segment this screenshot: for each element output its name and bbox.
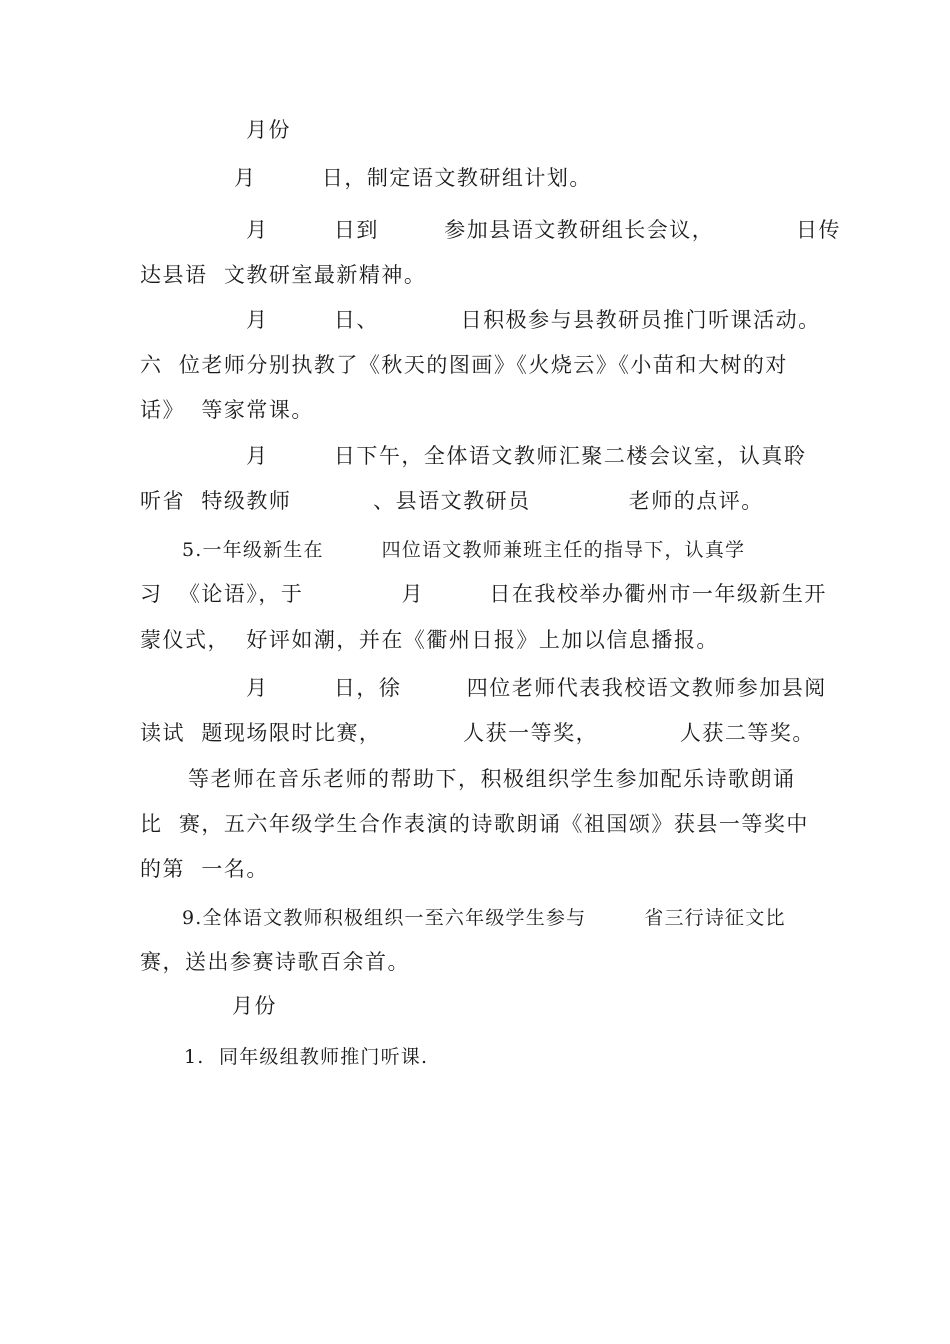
paragraph-line: 达县语 文教研室最新精神。 [140, 263, 427, 287]
paragraph-line: 月 日下午，全体语文教师汇聚二楼会议室，认真聆 [246, 444, 807, 468]
paragraph-line: 的第 一名。 [140, 857, 269, 881]
paragraph-line: 读试 题现场限时比赛， 人获一等奖， 人获二等奖。 [140, 721, 815, 745]
paragraph-line: 月 日，制定语文教研组计划。 [234, 166, 592, 190]
paragraph-line: 习 《论语》，于 月 日在我校举办衢州市一年级新生开 [140, 582, 827, 606]
month-heading: 月份 [246, 118, 291, 142]
paragraph-line: 六 位老师分别执教了《秋天的图画》《火烧云》《小苗和大树的对 [140, 353, 788, 377]
paragraph-line: 月 日，徐 四位老师代表我校语文教师参加县阅 [246, 676, 827, 700]
paragraph-line: 等老师在音乐老师的帮助下，积极组织学生参加配乐诗歌朗诵 [188, 767, 796, 791]
list-item: 1. 同年级组教师推门听课. [184, 1046, 429, 1068]
paragraph-line: 5.一年级新生在 四位语文教师兼班主任的指导下，认真学 [182, 539, 746, 561]
paragraph-line: 比 赛，五六年级学生合作表演的诗歌朗诵《祖国颂》获县一等奖中 [140, 812, 809, 836]
paragraph-line: 赛，送出参赛诗歌百余首。 [140, 950, 410, 974]
paragraph-line: 月 日、 日积极参与县教研员推门听课活动。 [246, 308, 821, 332]
paragraph-line: 听省 特级教师 、县语文教研员 老师的点评。 [140, 489, 764, 513]
month-heading: 月份 [232, 994, 277, 1018]
paragraph-line: 9.全体语文教师积极组织一至六年级学生参与 省三行诗征文比 [182, 907, 786, 929]
paragraph-line: 话》 等家常课。 [140, 398, 314, 422]
paragraph-line: 蒙仪式， 好评如潮，并在《衢州日报》上加以信息播报。 [140, 628, 719, 652]
paragraph-line: 月 日到 参加县语文教研组长会议， 日传 [246, 218, 842, 242]
